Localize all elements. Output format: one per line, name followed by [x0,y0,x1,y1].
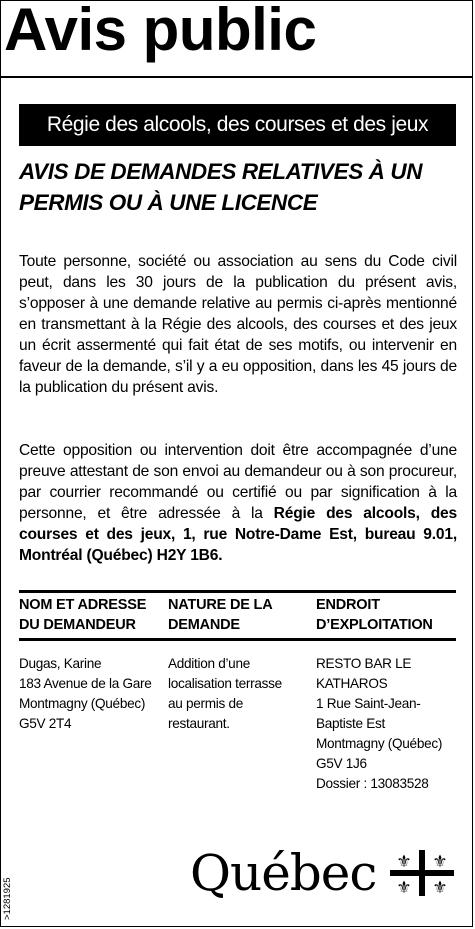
notice-headline [19,156,459,218]
applicant-line: G5V 2T4 [19,716,72,731]
cell-applicant [19,654,169,734]
applicant-line: Dugas, Karine [19,656,102,671]
agency-address: Régie des alcools, des courses et des jeux, 1, rue Notre-Dame Est, bureau 9.01, Montréal (Québec) H2Y 1B6. [19,505,457,564]
header-request-line-1: NATURE DE LA [168,597,273,613]
header-applicant-line-2: DU DEMANDEUR [19,617,136,633]
cell-request [168,654,308,734]
headline-line-1: AVIS DE DEMANDES RELATIVES À UN [19,159,423,184]
location-line: Dossier : 13083528 [316,776,429,791]
agency-banner: Régie des alcools, des courses et des jeux [19,104,456,146]
paragraph-2 [19,440,457,566]
svg-text:⚜: ⚜ [432,878,448,896]
location-line: Baptiste Est [316,716,385,731]
title-divider [0,76,473,78]
applicant-line: 183 Avenue de la Gare [19,676,152,691]
header-request [168,595,308,635]
request-line: Addition d’une [168,656,250,671]
location-line: G5V 1J6 [316,756,367,771]
location-line: Montmagny (Québec) [316,736,443,751]
svg-text:⚜: ⚜ [432,852,448,872]
paragraph-1: Toute personne, société ou association au sens du Code civil peut, dans les 30 jours de la publication du présent avis, s’opposer à une demande relative au permis ci-après mentionné en transmettant à la Régie des alcools, des courses et des jeux un écrit assermenté qui fait état de ses motifs, ou intervenir en faveur de la demande, s’il y a eu opposition, dans les 45 jours de la publication du présent avis. [19,253,457,396]
cell-location [316,654,456,794]
paragraph-2-text: Cette opposition ou intervention doit être accompagnée d’une preuve attestant de son envoi au demandeur ou à son procureur, par courrier recommandé ou certifié ou par signification à la personne, et être adressée à la [19,442,457,522]
table-top-rule [19,590,456,593]
notice-title: Avis public [4,0,317,63]
header-request-line-2: DEMANDE [168,617,240,633]
svg-text:⚜: ⚜ [396,878,412,896]
header-location-line-1: ENDROIT [316,597,380,613]
fleur-de-lis-flag-icon [390,850,454,896]
quebec-logo-wordmark: Québec [190,844,377,902]
request-line: au permis de [168,696,243,711]
header-location-line-2: D’EXPLOITATION [316,617,433,633]
header-applicant-line-1: NOM ET ADRESSE [19,597,147,613]
location-line: 1 Rue Saint-Jean- [316,696,421,711]
headline-line-2: PERMIS OU À UNE LICENCE [19,190,318,215]
header-applicant [19,595,169,635]
applicant-line: Montmagny (Québec) [19,696,146,711]
table-header-rule [19,638,456,641]
svg-text:⚜: ⚜ [396,852,412,872]
location-line: KATHAROS [316,676,388,691]
location-line: RESTO BAR LE [316,656,412,671]
request-line: restaurant. [168,716,230,731]
ad-reference-id: >1281925 [2,877,13,920]
request-line: localisation terrasse [168,676,282,691]
header-location [316,595,456,635]
